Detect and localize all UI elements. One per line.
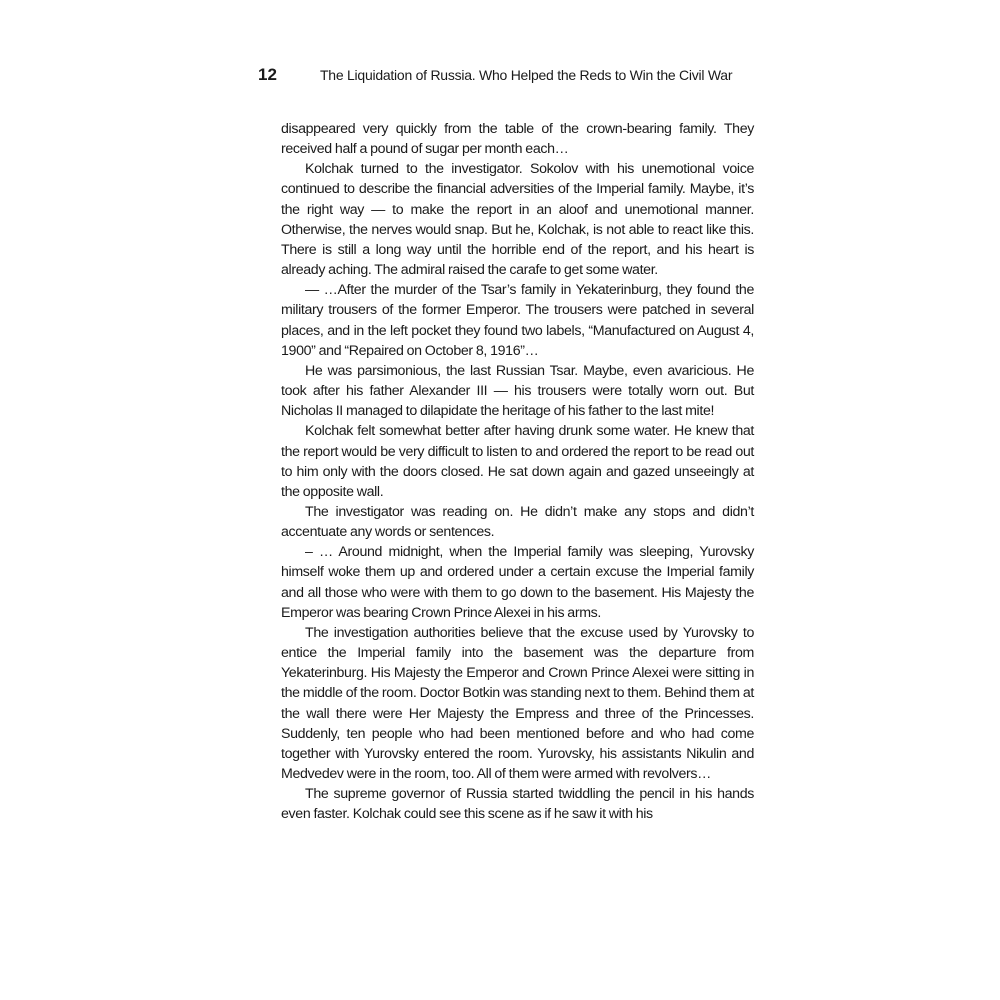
paragraph-9: The supreme governor of Russia started twiddling the pencil in his hands even faster. Kolchak could see this scene as if he saw it with his xyxy=(281,786,754,823)
running-head xyxy=(258,64,758,88)
page-number: 12 xyxy=(258,65,277,84)
body-text xyxy=(281,119,754,824)
paragraph-6: The investigator was reading on. He didn’t make any stops and didn’t accentuate any words or sentences. xyxy=(281,503,754,541)
paragraph-7: – … Around midnight, when the Imperial family was sleeping, Yurovsky himself woke them up and ordered under a certain excuse the Imperial family and all those who were with them to go down to the basement. His Majesty the Emperor was bearing Crown Prince Alexei in his arms. xyxy=(281,544,754,621)
paragraph-3: — …After the murder of the Tsar’s family in Yekaterinburg, they found the military trousers of the former Emperor. The trousers were patched in several places, and in the left pocket they found two labels, “Manufactured on August 4, 1900” and “Repaired on October 8, 1916”… xyxy=(281,282,754,359)
paragraph-8: The investigation authorities believe that the excuse used by Yurovsky to entice the Imperial family into the basement was the departure from Yekaterinburg. His Majesty the Emperor and Crown Prince Alexei were sitting in the middle of the room. Doctor Botkin was standing next to them. Behind them at the wall there were Her Majesty the Empress and three of the Princesses. Suddenly, ten people who had been mentioned before and who had come together with Yurovsky entered the room. Yurovsky, his assistants Nikulin and Medvedev were in the room, too. All of them were armed with revolvers… xyxy=(281,624,754,782)
paragraph-4: He was parsimonious, the last Russian Tsar. Maybe, even avaricious. He took after his father Alexander III — his trousers were totally worn out. But Nicholas II managed to dilapidate the heritage of his father to the last mite! xyxy=(281,362,754,420)
paragraph-1: disappeared very quickly from the table of the crown-bearing family. They received half a pound of sugar per month each… xyxy=(281,121,754,158)
paragraph-2: Kolchak turned to the investigator. Sokolov with his unemotional voice continued to describe the financial adversities of the Imperial family. Maybe, it’s the right way — to make the report in an aloof and unemotional manner. Otherwise, the nerves would snap. But he, Kolchak, is not able to react like this. There is still a long way until the horrible end of the report, and his heart is already aching. The admiral raised the carafe to get some water. xyxy=(281,161,754,279)
paragraph-5: Kolchak felt somewhat better after having drunk some water. He knew that the report would be very difficult to listen to and ordered the report to be read out to him only with the doors closed. He sat down again and gazed unseeingly at the opposite wall. xyxy=(281,423,754,500)
book-title: The Liquidation of Russia. Who Helped the Reds to Win the Civil War xyxy=(320,67,733,83)
